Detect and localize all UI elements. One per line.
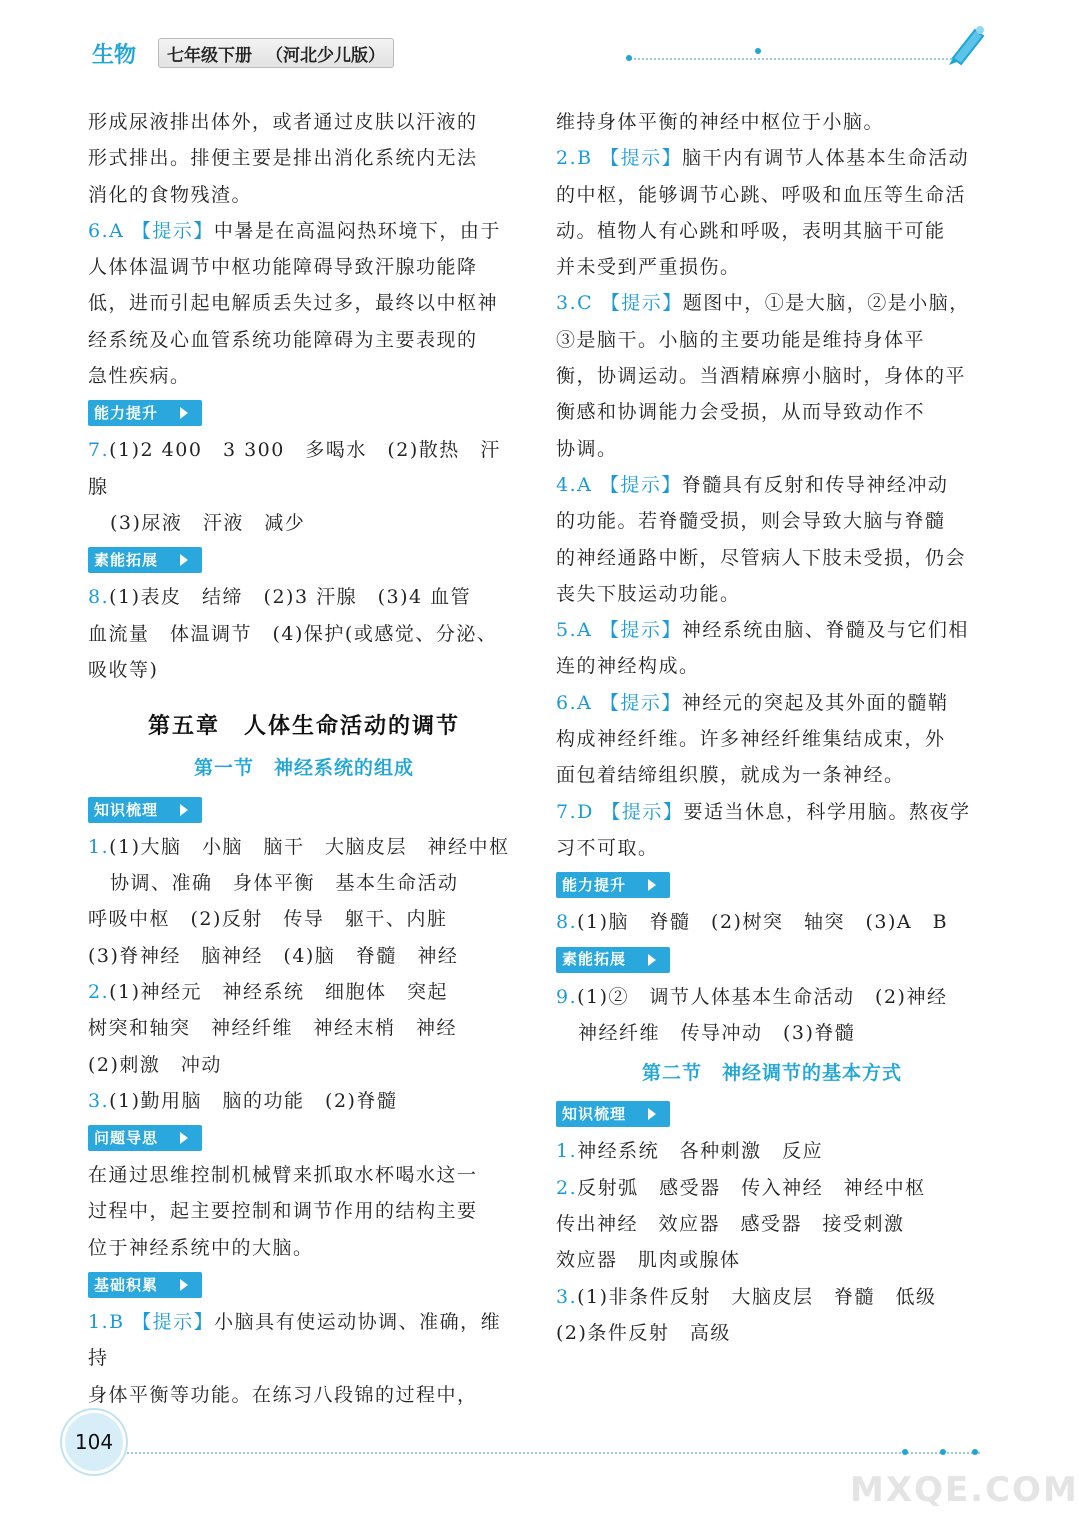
hint-label: 【提示】 [599, 619, 682, 642]
section-tag-basics [88, 1272, 202, 1298]
answer-number: 5.A [556, 619, 593, 642]
text-line: 协调、准确 身体平衡 基本生命活动 [110, 872, 459, 895]
answer-number: 3.C [556, 292, 594, 315]
hint-label: 【提示】 [131, 219, 214, 242]
text-line: 面包着结缔组织膜，就成为一条神经。 [556, 764, 905, 787]
answer-text: 小脑具有使运动协调、准确，维持 [88, 1311, 502, 1370]
text-line: 人体体温调节中枢功能障碍导致汗腺功能降 [88, 256, 478, 279]
arrow-right-icon [180, 1279, 188, 1291]
hint-label: 【提示】 [600, 292, 683, 315]
footer-dot [940, 1449, 946, 1455]
answer-text: (1)2 400 3 300 多喝水 (2)散热 汗腺 [88, 439, 501, 498]
answer-text: 中暑是在高温闷热环境下，由于 [213, 219, 501, 242]
text-line: 吸收等) [88, 658, 159, 681]
footer-dot [972, 1449, 978, 1455]
answer-text: (1)大脑 小脑 脑干 大脑皮层 神经中枢 [109, 835, 510, 858]
section-tag-extension [556, 947, 670, 973]
text-line: 位于神经系统中的大脑。 [88, 1236, 314, 1259]
answer-text: 神经系统由脑、脊髓及与它们相 [681, 619, 969, 642]
text-line: 并未受到严重损伤。 [556, 256, 741, 279]
arrow-right-icon [180, 554, 188, 566]
tag-label: 知识梳理 [562, 1105, 627, 1124]
grade-label-box [158, 38, 394, 68]
arrow-right-icon [648, 879, 656, 891]
text-line: 连的神经构成。 [556, 655, 700, 678]
answer-text: (1)脑 脊髓 (2)树突 轴突 (3)A B [577, 911, 949, 934]
text-line: 经系统及心血管系统功能障碍为主要表现的 [88, 328, 478, 351]
answer-number: 4.A [556, 473, 593, 496]
text-line: 维持身体平衡的神经中枢位于小脑。 [556, 111, 885, 133]
tag-label: 知识梳理 [94, 800, 159, 819]
text-line: 身体平衡等功能。在练习八段锦的过程中， [88, 1383, 478, 1406]
pen-icon [945, 22, 989, 66]
arrow-right-icon [648, 1108, 656, 1120]
text-line: 的神经通路中断，尽管病人下肢未受损，仍会 [556, 546, 967, 569]
section-tag-knowledge [556, 1101, 670, 1127]
hint-label: 【提示】 [601, 800, 684, 823]
hint-label: 【提示】 [132, 1311, 215, 1334]
text-line: 形式排出。排便主要是排出消化系统内无法 [88, 147, 478, 170]
text-line: 的中枢，能够调节心跳、呼吸和血压等生命活 [556, 183, 967, 206]
text-line: 形成尿液排出体外，或者通过皮肤以汗液的 [88, 111, 478, 133]
text-line: 衡，协调运动。当酒精麻痹小脑时，身体的平 [556, 365, 967, 388]
text-line: 呼吸中枢 (2)反射 传导 躯干、内脏 [88, 908, 448, 931]
footer-dot [902, 1449, 908, 1455]
answer-text: (1)② 调节人体基本生命活动 (2)神经 [577, 985, 948, 1008]
tag-label: 素能拓展 [94, 551, 159, 570]
answer-text: 脑干内有调节人体基本生命活动 [682, 147, 970, 170]
section-title: 第二节 神经调节的基本方式 [641, 1062, 902, 1085]
text-line: 效应器 肌肉或腺体 [556, 1249, 741, 1272]
footer-dotted-line [120, 1452, 980, 1454]
answer-text: 脊髓具有反射和传导神经冲动 [681, 473, 949, 496]
arrow-right-icon [648, 954, 656, 966]
hint-label: 【提示】 [599, 473, 682, 496]
section-tag-ability [556, 872, 670, 898]
text-line: 丧失下肢运动功能。 [556, 582, 741, 605]
arrow-right-icon [180, 1132, 188, 1144]
answer-number: 1. [88, 835, 110, 858]
page-number: 104 [62, 1410, 126, 1474]
text-line: 构成神经纤维。许多神经纤维集结成束，外 [556, 728, 946, 751]
header-dotted-line [630, 58, 960, 60]
text-line: 过程中，起主要控制和调节作用的结构主要 [88, 1200, 478, 1223]
text-line: 的功能。若脊髓受损，则会导致大脑与脊髓 [556, 510, 946, 533]
left-column [88, 104, 520, 1413]
page-header [0, 0, 1041, 80]
answer-number: 1. [556, 1140, 578, 1163]
section-tag-extension [88, 547, 202, 573]
text-line: 习不可取。 [556, 836, 659, 859]
text-line: (2)刺激 冲动 [88, 1053, 222, 1076]
hint-label: 【提示】 [599, 691, 682, 714]
answer-number: 7.D [556, 800, 594, 823]
tag-label: 问题导思 [94, 1128, 159, 1147]
answer-text: (1)勤用脑 脑的功能 (2)脊髓 [109, 1089, 398, 1112]
text-line: (2)条件反射 高级 [556, 1321, 731, 1344]
text-line: 动。植物人有心跳和呼吸，表明其脑干可能 [556, 219, 946, 242]
tag-label: 能力提升 [94, 404, 159, 423]
answer-number: 2. [88, 980, 110, 1003]
text-line: 消化的食物残渣。 [88, 183, 253, 206]
answer-item-6 [88, 213, 520, 249]
tag-label: 素能拓展 [562, 950, 627, 969]
answer-number: 3. [88, 1089, 110, 1112]
answer-number: 9. [556, 985, 578, 1008]
answer-text: 要适当休息，科学用脑。熬夜学 [683, 800, 971, 823]
text-line: 低，进而引起电解质丢失过多，最终以中枢神 [88, 292, 499, 315]
answer-text: (1)表皮 结缔 (2)3 汗腺 (3)4 血管 [109, 586, 472, 609]
text-line: 血流量 体温调节 (4)保护(或感觉、分泌、 [88, 622, 498, 645]
tag-label: 基础积累 [94, 1275, 159, 1294]
answer-number: 2. [556, 1176, 578, 1199]
subject-title: 生物 [92, 43, 137, 68]
text-line: 传出神经 效应器 感受器 接受刺激 [556, 1213, 905, 1236]
answer-number: 6.A [556, 691, 593, 714]
answer-text: 题图中，①是大脑，②是小脑， [682, 292, 970, 315]
text-line: ③是脑干。小脑的主要功能是维持身体平 [556, 328, 926, 351]
text-line: 衡感和协调能力会受损，从而导致动作不 [556, 401, 926, 424]
text-line: 神经纤维 传导冲动 (3)脊髓 [578, 1021, 856, 1044]
answer-text: (1)神经元 神经系统 细胞体 突起 [109, 980, 449, 1003]
answer-text: 反射弧 感受器 传入神经 神经中枢 [577, 1176, 926, 1199]
text-line: (3)尿液 汗液 减少 [110, 511, 306, 534]
answer-text: 神经元的突起及其外面的髓鞘 [681, 691, 949, 714]
answer-number: 2.B [556, 147, 593, 170]
text-line: 在通过思维控制机械臂来抓取水杯喝水这一 [88, 1164, 478, 1187]
arrow-right-icon [180, 804, 188, 816]
edition-label: （河北少儿版） [266, 45, 385, 66]
answer-number: 8. [556, 911, 578, 934]
arrow-right-icon [180, 407, 188, 419]
section-title: 第一节 神经系统的组成 [193, 757, 414, 780]
grade-label: 七年级下册 [167, 45, 252, 66]
answer-text: 神经系统 各种刺激 反应 [577, 1140, 824, 1163]
answer-number: 6.A [88, 219, 125, 242]
section-tag-ability [88, 400, 202, 426]
text-line: 急性疾病。 [88, 365, 191, 388]
tag-label: 能力提升 [562, 876, 627, 895]
answer-number: 8. [88, 586, 110, 609]
answer-text: (1)非条件反射 大脑皮层 脊髓 低级 [577, 1285, 937, 1308]
hint-label: 【提示】 [600, 147, 683, 170]
answer-number: 1.B [88, 1311, 125, 1334]
header-dot [626, 55, 632, 61]
watermark-logo: MXQE.COM [850, 1470, 1079, 1510]
text-line: (3)脊神经 脑神经 (4)脑 脊髓 神经 [88, 944, 459, 967]
right-column [556, 104, 988, 1351]
section-tag-guide [88, 1125, 202, 1151]
answer-number: 3. [556, 1285, 578, 1308]
chapter-title: 第五章 人体生命活动的调节 [147, 713, 460, 740]
section-tag-knowledge [88, 797, 202, 823]
text-line: 树突和轴突 神经纤维 神经末梢 神经 [88, 1017, 458, 1040]
answer-number: 7. [88, 439, 110, 462]
text-line: 协调。 [556, 437, 618, 460]
header-dot [755, 48, 761, 54]
